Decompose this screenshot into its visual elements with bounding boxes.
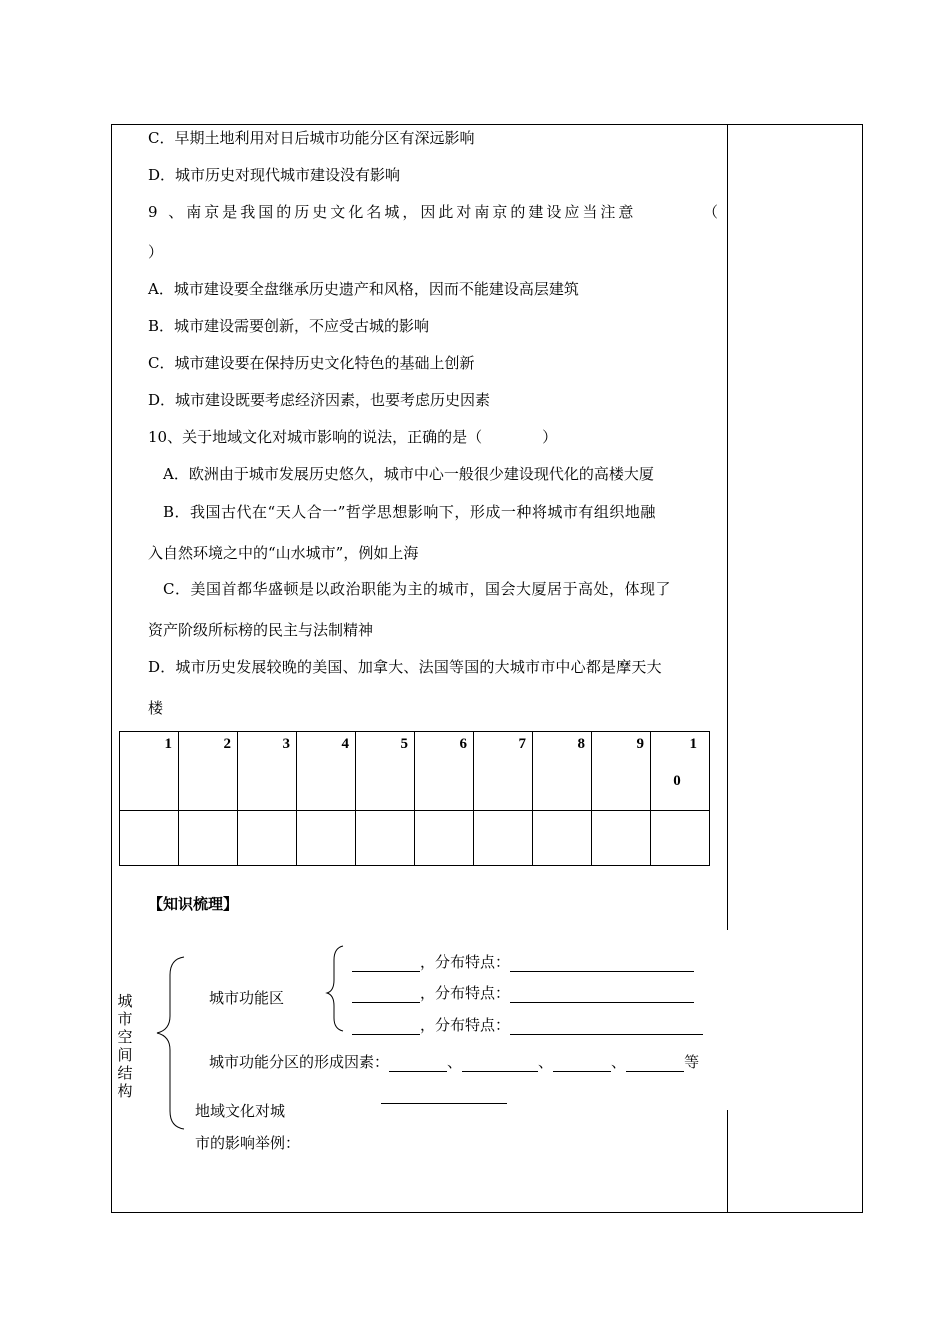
section-heading: 【知识梳理】 xyxy=(148,895,239,913)
feature-blank[interactable] xyxy=(510,955,694,972)
feature-blank[interactable] xyxy=(510,1018,703,1035)
q10-option-c-line1: C．美国首都华盛顿是以政治职能为主的城市，国会大厦居于高处，体现了 xyxy=(163,580,671,598)
zone-row-2 xyxy=(352,983,694,1003)
functional-zone-label: 城市功能区 xyxy=(209,989,285,1007)
q10-option-d-line1: D．城市历史发展较晚的美国、加拿大、法国等国的大城市市中心都是摩天大 xyxy=(148,658,662,676)
culture-label-line2: 市的影响举例： xyxy=(195,1134,301,1152)
factor-blank[interactable] xyxy=(626,1055,684,1072)
q10-option-d-line2: 楼 xyxy=(148,699,164,717)
q9-paren-close: ） xyxy=(148,243,164,261)
zone-blank[interactable] xyxy=(352,955,420,972)
answer-number-3: 3 xyxy=(238,732,297,811)
answer-number-6: 6 xyxy=(415,732,474,811)
feature-blank[interactable] xyxy=(510,986,694,1003)
q9-stem: 9 、南京是我国的历史文化名城，因此对南京的建设应当注意 xyxy=(148,203,637,221)
vertical-title-char: 间 xyxy=(117,1046,133,1064)
answer-number-1: 1 xyxy=(120,732,179,811)
vertical-title-char: 空 xyxy=(117,1028,133,1046)
etc-label: 等 xyxy=(684,1053,700,1071)
vertical-title-char: 城 xyxy=(117,992,133,1010)
q9-option-b: B．城市建设需要创新，不应受古城的影响 xyxy=(148,317,430,335)
separator: 、 xyxy=(611,1053,627,1071)
factors-label: 城市功能分区的形成因素： xyxy=(209,1053,390,1071)
answer-number-5: 5 xyxy=(356,732,415,811)
answer-number-2: 2 xyxy=(179,732,238,811)
separator: 、 xyxy=(538,1053,554,1071)
zone-blank[interactable] xyxy=(352,1018,420,1035)
feature-label: ，分布特点： xyxy=(420,1016,511,1034)
feature-label: ，分布特点： xyxy=(420,984,511,1002)
feature-label: ，分布特点： xyxy=(420,953,511,971)
q9-option-a: A．城市建设要全盘继承历史遗产和风格，因而不能建设高层建筑 xyxy=(148,280,579,298)
q10-option-b-line1: B．我国古代在“天人合一”哲学思想影响下，形成一种将城市有组织地融 xyxy=(163,503,656,521)
q10-option-b-line2: 入自然环境之中的“山水城市”，例如上海 xyxy=(148,544,419,562)
culture-label-line1: 地域文化对城 xyxy=(195,1102,286,1120)
answer-number-7: 7 xyxy=(474,732,533,811)
q10-stem: 10、关于地域文化对城市影响的说法，正确的是（ ） xyxy=(148,428,558,446)
factors-row xyxy=(209,1052,699,1072)
vertical-title-char: 市 xyxy=(117,1010,133,1028)
q10-option-c-line2: 资产阶级所标榜的民主与法制精神 xyxy=(148,621,374,639)
answer-number-10-digit1: 1 xyxy=(689,736,697,752)
zone-row-3 xyxy=(352,1015,703,1035)
q9-paren-open: （ xyxy=(703,203,719,221)
q10-option-a: A．欧洲由于城市发展历史悠久，城市中心一般很少建设现代化的高楼大厦 xyxy=(163,465,654,483)
answer-number-9: 9 xyxy=(592,732,651,811)
factor-blank-extra[interactable] xyxy=(381,1103,507,1104)
answer-number-4: 4 xyxy=(297,732,356,811)
separator: 、 xyxy=(447,1053,463,1071)
answer-number-8: 8 xyxy=(533,732,592,811)
q8-option-d: D．城市历史对现代城市建设没有影响 xyxy=(148,166,401,184)
q8-option-c: C．早期土地利用对日后城市功能分区有深远影响 xyxy=(148,129,475,147)
factor-blank[interactable] xyxy=(553,1055,611,1072)
q9-option-c: C．城市建设要在保持历史文化特色的基础上创新 xyxy=(148,354,475,372)
answer-number-10-digit2: 0 xyxy=(673,773,681,789)
factor-blank[interactable] xyxy=(462,1055,538,1072)
vertical-title-char: 结 xyxy=(117,1064,133,1082)
vertical-title xyxy=(116,992,134,1100)
q9-option-d: D．城市建设既要考虑经济因素，也要考虑历史因素 xyxy=(148,391,491,409)
zone-row-1 xyxy=(352,952,694,972)
zone-blank[interactable] xyxy=(352,986,420,1003)
vertical-title-char: 构 xyxy=(117,1082,133,1100)
factor-blank[interactable] xyxy=(389,1055,447,1072)
